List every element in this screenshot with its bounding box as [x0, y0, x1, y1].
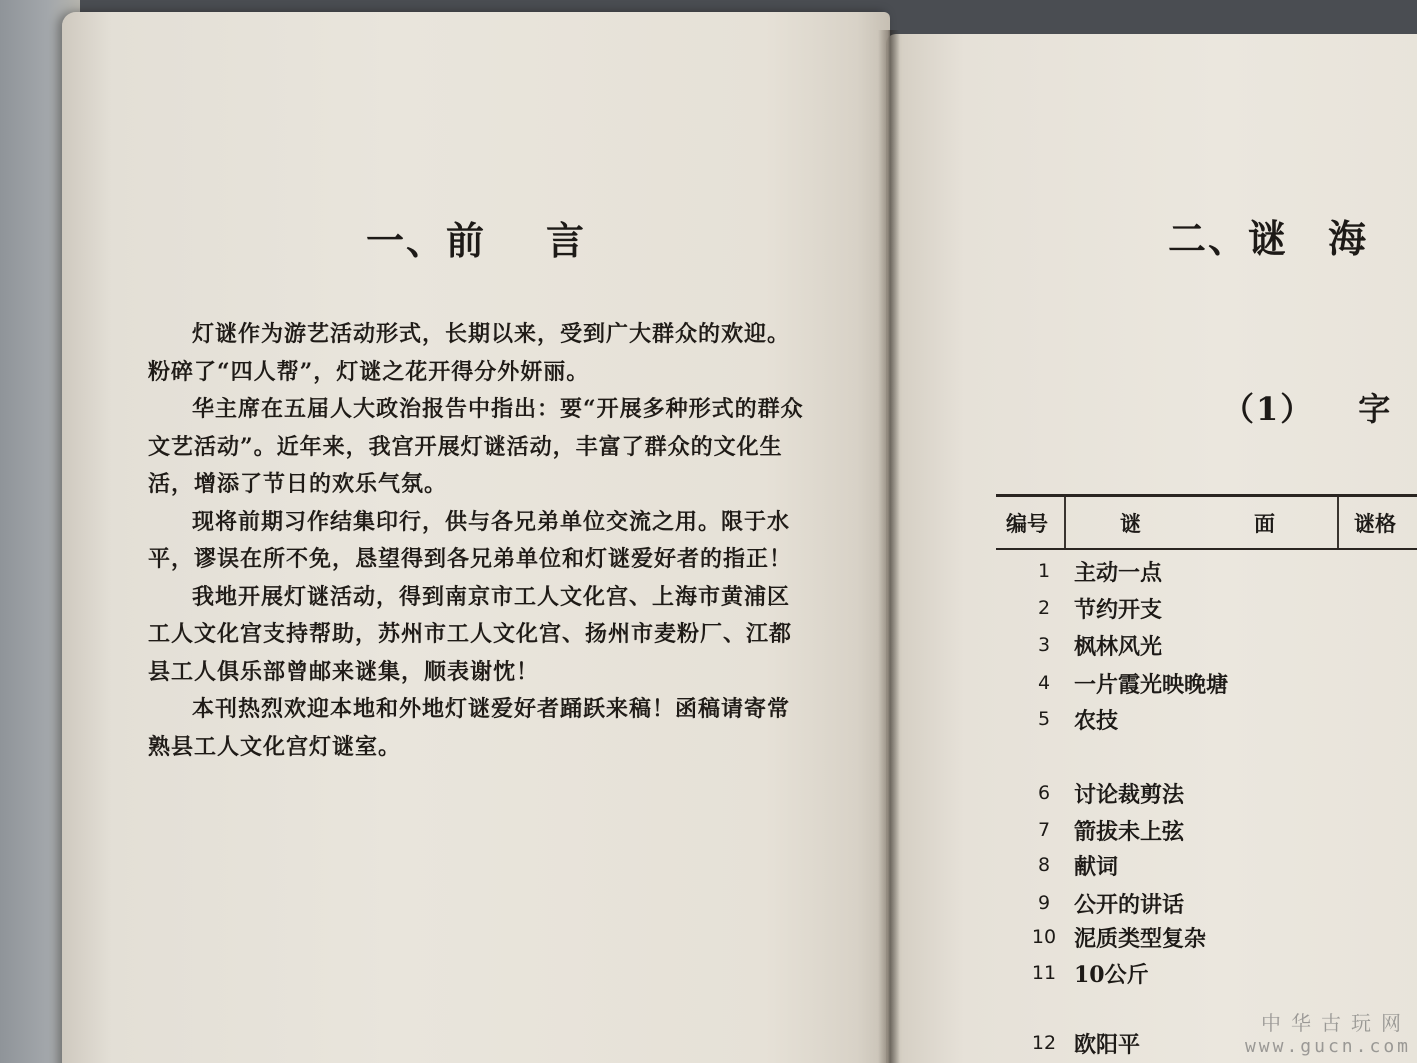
table-column-divider: [1064, 497, 1066, 548]
riddle-sea-title-part1: 二、谜: [1168, 216, 1289, 261]
row-riddle: 欧阳平: [1074, 1032, 1141, 1058]
preface-body: [148, 316, 810, 766]
table-header-rule: [996, 548, 1417, 550]
watermark-name: 中华古玩网: [1261, 1011, 1411, 1035]
preface-paragraph: 现将前期习作结集印行，供与各兄弟单位交流之用。限于水平，谬误在所不免，恳望得到各兄弟单位和灯谜爱好者的指正！: [148, 508, 793, 572]
row-riddle: 节约开支: [1074, 597, 1163, 623]
preface-title: [366, 210, 586, 265]
row-number: 7: [1037, 819, 1051, 841]
table-header-riddle-1: 谜: [1120, 511, 1141, 536]
row-number: 9: [1037, 892, 1051, 914]
preface-paragraph: 灯谜作为游艺活动形式，长期以来，受到广大群众的欢迎。粉碎了“四人帮”，灯谜之花开得分外妍丽。: [148, 321, 791, 385]
table-header-format: 谜格: [1354, 511, 1396, 536]
section-subtitle-word: 字: [1358, 390, 1393, 428]
preface-title-part1: 一、前: [366, 218, 487, 263]
row-riddle: 主动一点: [1074, 560, 1163, 586]
book-gutter: [878, 30, 900, 1063]
table-top-rule: [996, 494, 1417, 497]
row-riddle: 枫林风光: [1074, 634, 1163, 660]
section-subtitle-number: （1）: [1222, 390, 1315, 428]
row-number: 8: [1037, 854, 1051, 876]
row-number: 6: [1037, 782, 1051, 804]
riddle-sea-title: [1168, 208, 1368, 263]
table-header-riddle-2: 面: [1254, 511, 1275, 536]
row-riddle: 讨论裁剪法: [1074, 782, 1185, 808]
row-riddle: 献词: [1074, 854, 1119, 880]
preface-paragraph: 华主席在五届人大政治报告中指出：要“开展多种形式的群众文艺活动”。近年来，我宫开展灯谜活动，丰富了群众的文化生活，增添了节日的欢乐气氛。: [148, 396, 804, 497]
row-riddle: 10公斤: [1074, 962, 1149, 988]
table-column-divider: [1337, 497, 1339, 548]
row-riddle: 泥质类型复杂: [1074, 926, 1207, 952]
row-riddle: 农技: [1074, 708, 1119, 734]
row-riddle: 一片霞光映晚塘: [1074, 672, 1229, 698]
section-subtitle: [1222, 384, 1392, 430]
watermark-url: www.gucn.com: [1244, 1036, 1411, 1057]
row-number: 10: [1031, 926, 1057, 948]
row-number: 2: [1037, 597, 1051, 619]
row-number: 4: [1037, 672, 1051, 694]
row-number: 5: [1037, 708, 1051, 730]
riddle-sea-title-part2: 海: [1328, 216, 1369, 261]
table-header-number: 编号: [1006, 511, 1048, 536]
preface-paragraph: 本刊热烈欢迎本地和外地灯谜爱好者踊跃来稿！函稿请寄常熟县工人文化宫灯谜室。: [148, 696, 791, 760]
preface-title-part2: 言: [546, 218, 587, 263]
row-riddle: 公开的讲话: [1074, 892, 1185, 918]
site-watermark: [1245, 1007, 1411, 1057]
preface-paragraph: 我地开展灯谜活动，得到南京市工人文化宫、上海市黄浦区工人文化宫支持帮助，苏州市工人文化宫、扬州市麦粉厂、江都县工人俱乐部曾邮来谜集，顺表谢忱！: [148, 583, 793, 685]
row-number: 11: [1031, 962, 1057, 984]
row-number: 3: [1037, 634, 1051, 656]
row-riddle: 箭拔未上弦: [1074, 819, 1185, 845]
row-number: 12: [1031, 1032, 1057, 1054]
row-number: 1: [1037, 560, 1051, 582]
